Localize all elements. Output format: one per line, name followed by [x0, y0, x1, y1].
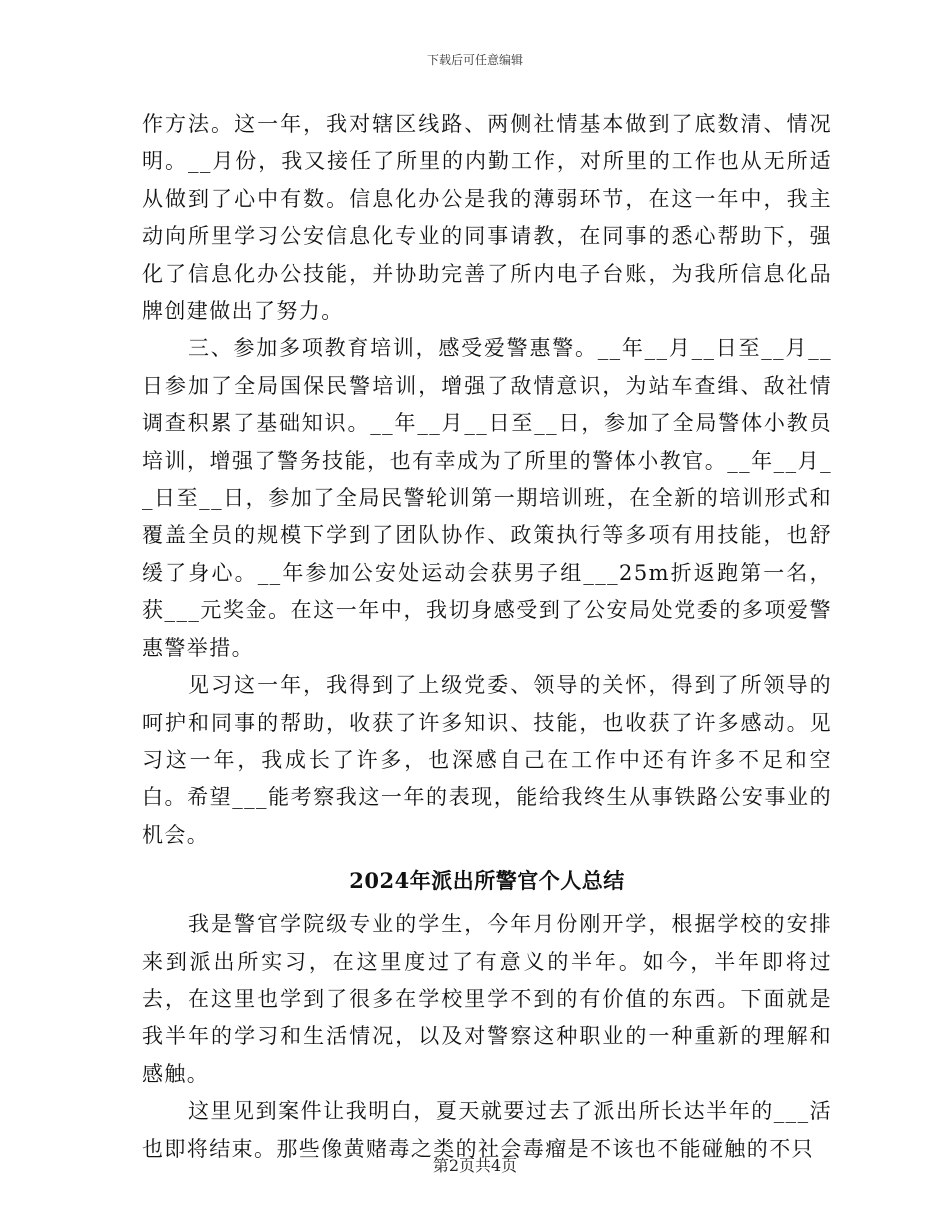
paragraph-work-method: 作方法。这一年，我对辖区线路、两侧社情基本做到了底数清、情况明。__月份，我又接任了所里的内勤工作，对所里的工作也从无所适从做到了心中有数。信息化办公是我的薄弱环节，在这一年中，我主动向所里学习公安信息化专业的同事请教，在同事的悉心帮助下，强化了信息化办公技能，并协助完善了所内电子台账，为我所信息化品牌创建做出了努力。	[142, 112, 832, 324]
paragraph-training: 三、参加多项教育培训，感受爱警惠警。__年__月__日至__月__日参加了全局国保民警培训，增强了敌情意识，为站车查缉、敌社情调查积累了基础知识。__年__月__日至__日，参加了全局警体小教员培训，增强了警务技能，也有幸成为了所里的警体小教官。__年__月__日至__日，参加了全局民警轮训第一期培训班，在全新的培训形式和覆盖全员的规模下学到了团队协作、政策执行等多项有用技能，也舒缓了身心。__年参加公安处运动会获男子组___25m折返跑第一名，获___元奖金。在这一年中，我切身感受到了公安局处党委的多项爱警惠警举措。	[142, 336, 832, 660]
paragraph-internship-summary: 见习这一年，我得到了上级党委、领导的关怀，得到了所领导的呵护和同事的帮助，收获了许多知识、技能，也收获了许多感动。见习这一年，我成长了许多，也深感自己在工作中还有许多不足和空白。希望___能考察我这一年的表现，能给我终生从事铁路公安事业的机会。	[142, 673, 832, 847]
paragraph-cases: 这里见到案件让我明白，夏天就要过去了派出所长达半年的___活也即将结束。那些像黄赌毒之类的社会毒瘤是不该也不能碰触的不只	[142, 1099, 832, 1161]
page-header: 下载后可任意编辑	[426, 53, 523, 67]
section-title: 2024年派出所警官个人总结	[349, 868, 625, 894]
paragraph-introduction: 我是警官学院级专业的学生，今年月份刚开学，根据学校的安排来到派出所实习，在这里度过了有意义的半年。如今，半年即将过去，在这里也学到了很多在学校里学不到的有价值的东西。下面就是我半年的学习和生活情况，以及对警察这种职业的一种重新的理解和感触。	[142, 912, 832, 1086]
page-number: 第2页共4页	[432, 1156, 518, 1175]
document-body	[142, 106, 832, 1168]
